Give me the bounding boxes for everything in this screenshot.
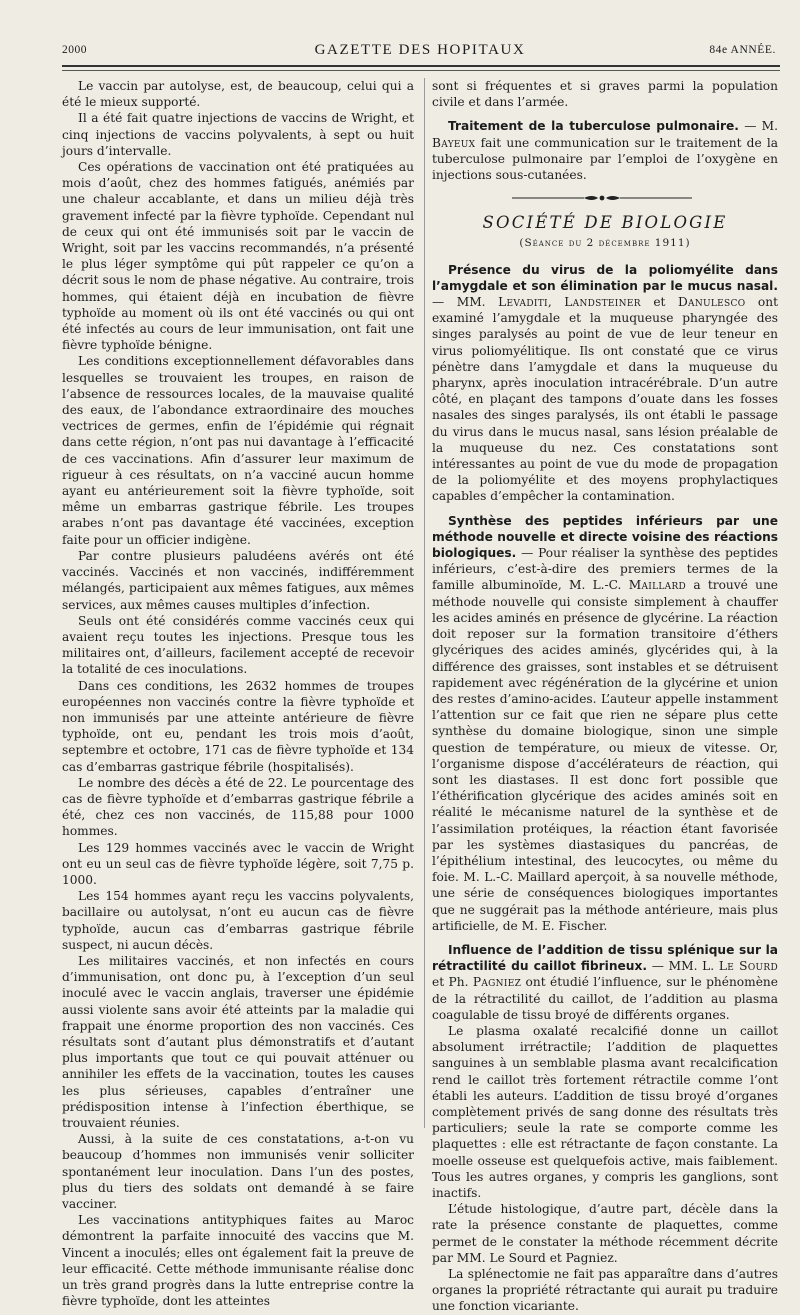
article-heading: Influence de l’addition de tissu splénique sur la rétractilité du caillot fibrineux. bbox=[432, 942, 778, 974]
article-peptides: Synthèse des peptides inférieurs par une méthode nouvelle et directe voisine des réactions biologiques. — Pour réaliser la synthèse des peptides inférieurs, c’est-à-dire des premiers termes de la famille albuminoïde, M. L.-C. Maillard a trouvé une méthode nouvelle qui consiste simplement à chauffer les acides aminés en présence de glycérine. La réaction doit reposer sur la formation transitoire d’éthers glycériques des acides aminés, glycérides qui, à la différence des graisses, sont instables et se détruisent rapidement avec régénération de la glycérine et union des restes d’amino-acides. L’auteur appelle instamment l’attention sur ce fait que rien ne sépare plus cette synthèse du domaine biologique, sinon une simple question de température, ou mieux de vitesse. Or, l’organisme dispose d’accélérateurs de réaction, qui sont les diastases. Il est donc fort possible que l’éthérification glycérique des acides aminés soit en réalité le mécanisme naturel de la synthèse et de l’assimilation protéiques, la réaction étant favorisée par les systèmes diastasiques du pancréas, de l’épithélium intestinal, des leucocytes, ou même du foie. M. L.-C. Maillard aperçoit, à sa nouvelle méthode, une série de conséquences biologiques importantes que ne suggérait pas la méthode antérieure, mais plus artificielle, de M. E. Fischer. bbox=[432, 513, 779, 933]
paragraph: Le plasma oxalaté recalcifié donne un caillot absolument irrétractile; l’addition de plaquettes sanguines à un semblable plasma avant recalcification rend le caillot très fortement rétractile comme l’ont établi les auteurs. L’addition de tissu broyé d’organes complètement privés de sang donne des résultats très particuliers; seule la rate se comporte comme les plaquettes : elle est rétractante de façon constante. La moelle osseuse est quelquefois active, mais faiblement. Tous les autres organes, y compris les ganglions, sont inactifs. bbox=[432, 1023, 778, 1200]
paragraph: Les 154 hommes ayant reçu les vaccins polyvalents, bacillaire ou autolysat, n’ont eu aucun cas de fièvre typhoïde, aucun cas d’embarras gastrique fébrile suspect, ni aucun décès. bbox=[62, 889, 414, 952]
paragraph: Dans ces conditions, les 2632 hommes de troupes européennes non vaccinés contre la fièvre typhoïde et non immunisés par une atteinte antérieure de fièvre typhoïde, ont eu, pendant les trois mois d’août, septembre et octobre, 171 cas de fièvre typhoïde et 134 cas d’embarras gastrique fébrile (hospitalisés). bbox=[62, 678, 414, 774]
paragraph: Les militaires vaccinés, et non infectés en cours d’immunisation, ont donc pu, à l’exception d’un seul inoculé avec le vaccin anglais, traverser une épidémie aussi violente sans avoir été atteints par la maladie qui frappait une énorme proportion des non vaccinés. Ces résultats sont d’autant plus démonstratifs et d’autant plus importants que tout ce qui pouvait atténuer ou annihiler les effets de la vaccination, toutes les causes les plus sérieuses, capables d’entraîner une prédisposition intense à l’infection éberthique, se trouvaient réunies. bbox=[62, 953, 414, 1130]
paragraph: L’étude histologique, d’autre part, décèle dans la rate la présence constante de plaquettes, comme permet de le constater la méthode récemment décrite par MM. Le Sourd et Pagniez. bbox=[432, 1202, 778, 1265]
right-column bbox=[432, 78, 778, 1315]
paragraph: Il a été fait quatre injections de vaccins de Wright, et cinq injections de vaccins polyvalents, à sept ou huit jours d’intervalle. bbox=[62, 111, 414, 158]
journal-title: GAZETTE DES HOPITAUX bbox=[314, 42, 526, 58]
paragraph: Les 129 hommes vaccinés avec le vaccin de Wright ont eu un seul cas de fièvre typhoïde légère, soit 7,75 p. 1000. bbox=[62, 840, 414, 887]
fleuron-rule-icon bbox=[512, 193, 692, 203]
paragraph: Le vaccin par autolyse, est, de beaucoup, celui qui a été le mieux supporté. bbox=[62, 79, 414, 110]
author-name: Le Sourd bbox=[718, 959, 778, 974]
article-poliomyelite: Présence du virus de la poliomyélite dans l’amygdale et son élimination par le mucus nasal. — MM. Levaditi, Landsteiner et Danulesco ont examiné l’amygdale et la muqueuse pharyngée des singes paralysés au point de vue de leur teneur en virus poliomyélitique. Ils ont constaté que ce virus pénètre dans l’amygdale et dans la muqueuse du pharynx, après inoculation intracérébrale. D’un autre côté, en plaçant des tampons d’ouate dans les fosses nasales des singes paralysés, ils ont établi le passage du virus dans le mucus nasal, sans lésion préalable de la muqueuse du nez. Ces constatations sont intéressantes au point de vue du mode de propagation de la poliomyélite et des moyens prophylactiques capables d’empêcher la contamination. bbox=[432, 262, 779, 504]
paragraph: sont si fréquentes et si graves parmi la population civile et dans l’armée. bbox=[432, 79, 778, 110]
left-column bbox=[62, 78, 414, 1309]
article-heading: Traitement de la tuberculose pulmonaire. bbox=[448, 119, 739, 134]
section-title: SOCIÉTÉ DE BIOLOGIE bbox=[482, 213, 728, 233]
paragraph: Ces opérations de vaccination ont été pratiquées au mois d’août, chez des hommes fatigués, anémiés par une chaleur accablante, et dans un milieu déjà très gravement infecté par la fièvre typhoïde. Cependant nul de ceux qui ont été immunisés soit par le vaccin de Wright, soit par les vaccins recommandés, n’a présenté le plus léger symptôme qui pût rappeler ce qu’on a décrit sous le nom de phase négative. Au contraire, trois hommes, qui étaient déjà en incubation de fièvre typhoïde au moment où ils ont été vaccinés ou qui ont été infectés au cours de leur immunisation, ont fait une fièvre typhoïde bénigne. bbox=[62, 160, 414, 353]
running-header bbox=[62, 42, 778, 62]
paragraph: Par contre plusieurs paludéens avérés ont été vaccinés. Vaccinés et non vaccinés, indifféremment mélangés, participaient aux mêmes fatigues, aux mêmes services, aux mêmes causes multiples d’infection. bbox=[62, 548, 414, 612]
column-separator bbox=[424, 78, 425, 1128]
header-rule-thin bbox=[62, 70, 780, 71]
article-heading: Présence du virus de la poliomyélite dans l’amygdale et son élimination par le mucus nasal. bbox=[432, 262, 778, 293]
paragraph: Aussi, à la suite de ces constatations, a-t-on vu beaucoup d’hommes non immunisés venir solliciter spontanément leur inoculation. Dans l’un des postes, plus du tiers des soldats ont demandé à se faire vacciner. bbox=[62, 1132, 414, 1212]
author-name: Landsteiner bbox=[564, 295, 641, 310]
article-tissu-splenique: Influence de l’addition de tissu splénique sur la rétractilité du caillot fibrineux. — MM. L. Le Sourd et Ph. Pagniez ont étudié l’influence, sur le phénomène de la rétractilité du caillot, de l’addition au plasma coagulable de tissu broyé de différents organes. bbox=[432, 942, 778, 1022]
paragraph: Les conditions exceptionnellement défavorables dans lesquelles se trouvaient les troupes, en raison de l’absence de ressources locales, de la mauvaise qualité des eaux, de l’abondance extraordinaire des mouches vectrices de germes, enfin de l’épidémie qui régnait dans cette région, n’ont pas nui davantage à l’efficacité de ces vaccinations. Afin d’assurer leur maximum de rigueur à ces résultats, on n’a vacciné aucun homme ayant eu antérieurement soit la fièvre typhoïde, soit même un embarras gastrique fébrile. Les troupes arabes n’ont pas davantage été vaccinées, exception faite pour un officier indigène. bbox=[62, 354, 414, 547]
author-name: Danulesco bbox=[677, 295, 746, 310]
session-date: (Séance du 2 décembre 1911) bbox=[519, 237, 691, 250]
ornament-divider bbox=[432, 189, 778, 207]
author-name: Pagniez bbox=[472, 975, 522, 990]
article-tuberculose: Traitement de la tuberculose pulmonaire. — M. Bayeux fait une communication sur le traitement de la tuberculose pulmonaire par l’emploi de l’oxygène en injections sous-cutanées. bbox=[432, 119, 779, 183]
paragraph: Le nombre des décès a été de 22. Le pourcentage des cas de fièvre typhoïde et d’embarras gastrique fébrile a été, chez ces non vaccinés, de 115,88 pour 1000 hommes. bbox=[62, 775, 414, 839]
paragraph: La splénectomie ne fait pas apparaître dans d’autres organes la propriété rétractante qui aurait pu traduire une fonction vicariante. bbox=[432, 1267, 778, 1314]
journal-year: 84e ANNÉE. bbox=[709, 44, 776, 56]
article-heading: Synthèse des peptides inférieurs par une méthode nouvelle et directe voisine des réactions biologiques. bbox=[432, 513, 778, 561]
author-name: Maillard bbox=[628, 578, 687, 593]
author-name: Levaditi bbox=[498, 295, 548, 310]
author-name: Bayeux bbox=[432, 135, 476, 150]
paragraph: Les vaccinations antityphiques faites au Maroc démontrent la parfaite innocuité des vaccins que M. Vincent a inoculés; elles ont également fait la preuve de leur efficacité. Cette méthode immunisante réalise donc un très grand progrès dans la lutte entreprise contre la fièvre typhoïde, dont les atteintes bbox=[62, 1213, 414, 1309]
header-rule-thick bbox=[62, 65, 780, 67]
paragraph: Seuls ont été considérés comme vaccinés ceux qui avaient reçu toutes les injections. Presque tous les militaires ont, d’ailleurs, facilement accepté de recevoir la totalité de ces inoculations. bbox=[62, 613, 414, 677]
page-number: 2000 bbox=[62, 44, 87, 56]
